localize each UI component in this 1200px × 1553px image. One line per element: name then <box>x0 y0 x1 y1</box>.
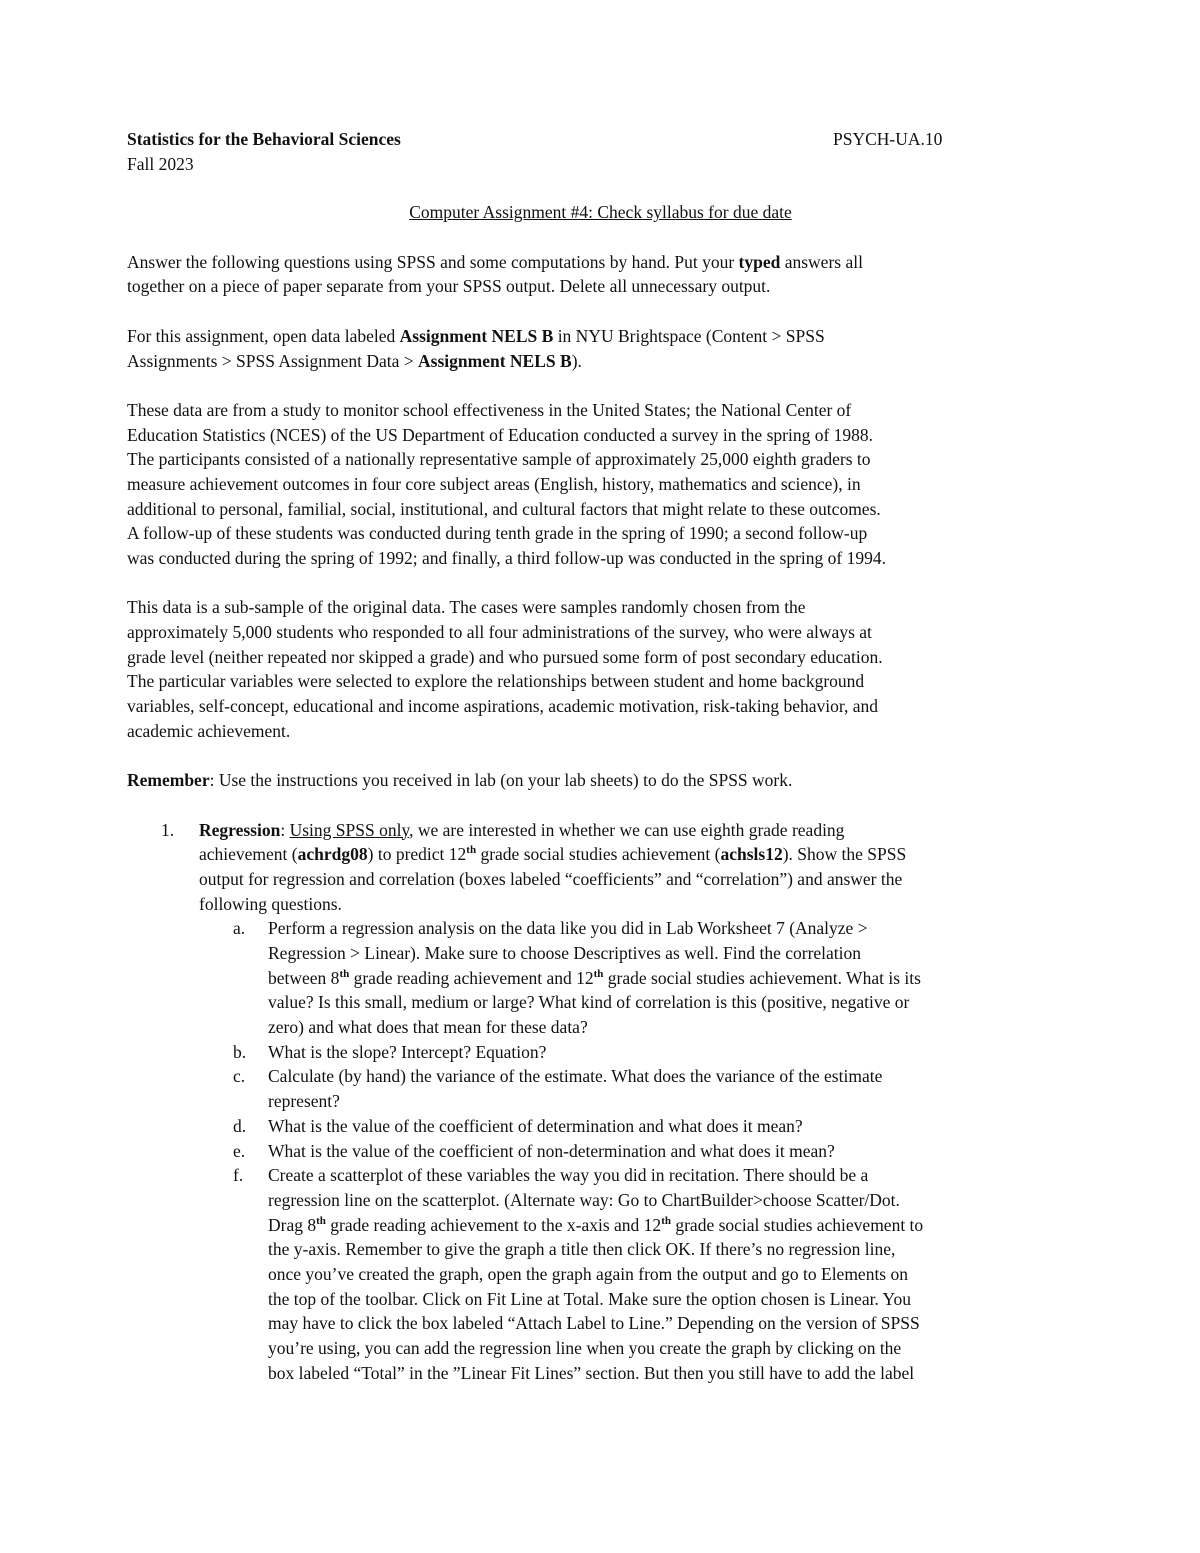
sub-question-body <box>268 1114 1087 1139</box>
sub-text: grade reading achievement to the x-axis and 12 <box>325 1214 662 1235</box>
subsample-paragraph <box>127 595 1087 743</box>
paragraph-line: measure achievement outcomes in four core subject areas (English, history, mathematics and science), in <box>127 473 861 494</box>
question-text: , we are interested in whether we can use eighth grade reading <box>409 819 845 840</box>
sub-line: Calculate (by hand) the variance of the estimate. What does the variance of the estimate <box>268 1066 883 1087</box>
document-page <box>127 127 1087 1385</box>
sub-question-body <box>268 1163 1087 1385</box>
data-source-line-2 <box>127 349 1087 374</box>
sub-line: Perform a regression analysis on the data like you did in Lab Worksheet 7 (Analyze > <box>268 918 868 939</box>
sub-text: grade social studies achievement. What is its <box>603 967 921 988</box>
question-text: ) to predict 12 <box>367 844 467 865</box>
sub-line: you’re using, you can add the regression line when you create the graph by clicking on the <box>268 1338 902 1359</box>
question-label: Regression <box>199 819 281 840</box>
question-text: grade social studies achievement ( <box>476 844 721 865</box>
sub-question-d <box>199 1114 1087 1139</box>
data-source-text: ). <box>571 350 582 371</box>
sub-question-letter: b. <box>233 1041 247 1062</box>
superscript: th <box>661 1214 671 1227</box>
sub-line: What is the slope? Intercept? Equation? <box>268 1041 547 1062</box>
dataset-name: Assignment NELS B <box>399 325 554 346</box>
paragraph-line: The particular variables were selected to explore the relationships between student and home background <box>127 671 865 692</box>
sub-text: grade social studies achievement to <box>670 1214 924 1235</box>
sub-line: may have to click the box labeled “Attach Label to Line.” Depending on the version of SPSS <box>268 1313 920 1334</box>
sub-question-f <box>199 1163 1087 1385</box>
sub-question-e <box>199 1139 1087 1164</box>
background-paragraph <box>127 398 1087 571</box>
sub-line: regression line on the scatterplot. (Alternate way: Go to ChartBuilder>choose Scatter/Dot. <box>268 1189 900 1210</box>
intro-text: answers all <box>780 251 863 272</box>
sub-line: Regression > Linear). Make sure to choose Descriptives as well. Find the correlation <box>268 943 862 964</box>
spss-only-underline: Using SPSS only <box>289 819 410 840</box>
sub-question-c <box>199 1064 1087 1113</box>
sub-text: between 8 <box>268 967 340 988</box>
paragraph-line: academic achievement. <box>127 720 291 741</box>
sub-question-body <box>268 916 1087 1039</box>
sub-line <box>268 966 1087 991</box>
paragraph-line: A follow-up of these students was conducted during tenth grade in the spring of 1990; a second follow-up <box>127 523 868 544</box>
remember-note <box>127 768 1087 793</box>
remember-label: Remember <box>127 770 210 791</box>
question-1-body <box>199 818 1087 917</box>
intro-text: Answer the following questions using SPSS and some computations by hand. Put your <box>127 251 739 272</box>
variable-name: achsls12 <box>720 844 783 865</box>
sub-line: What is the value of the coefficient of non-determination and what does it mean? <box>268 1140 835 1161</box>
sub-line: the y-axis. Remember to give the graph a title then click OK. If there’s no regression line, <box>268 1239 896 1260</box>
question-line-3: output for regression and correlation (boxes labeled “coefficients” and “correlation”) and answer the <box>199 868 903 889</box>
sub-question-body <box>268 1064 1087 1113</box>
paragraph-line: The participants consisted of a nationally representative sample of approximately 25,000 eighth graders to <box>127 449 871 470</box>
sub-line: zero) and what does that mean for these data? <box>268 1017 588 1038</box>
sub-line: What is the value of the coefficient of determination and what does it mean? <box>268 1115 803 1136</box>
sub-question-letter: e. <box>233 1140 246 1161</box>
question-line-4: following questions. <box>199 893 342 914</box>
sub-line <box>268 1213 1087 1238</box>
course-code: PSYCH-UA.10 <box>833 129 943 149</box>
sub-text: Drag 8 <box>268 1214 317 1235</box>
data-source-text: For this assignment, open data labeled <box>127 325 400 346</box>
variable-name: achrdg08 <box>297 844 368 865</box>
sub-text: grade reading achievement and 12 <box>349 967 594 988</box>
typed-emphasis: typed <box>738 251 781 272</box>
paragraph-line: This data is a sub-sample of the original data. The cases were samples randomly chosen from the <box>127 597 806 618</box>
dataset-name: Assignment NELS B <box>418 350 572 371</box>
data-source-text: Assignments > SPSS Assignment Data > <box>127 350 419 371</box>
paragraph-line: variables, self-concept, educational and income aspirations, academic motivation, risk-taking behavior, and <box>127 696 879 717</box>
sub-line: the top of the toolbar. Click on Fit Line at Total. Make sure the option chosen is Linear. You <box>268 1288 911 1309</box>
sub-line: box labeled “Total” in the ”Linear Fit Lines” section. But then you still have to add the label <box>268 1362 915 1383</box>
data-source-paragraph <box>127 324 1087 373</box>
paragraph-line: was conducted during the spring of 1992; and finally, a third follow-up was conducted in the spring of 1994. <box>127 548 886 569</box>
question-line-1 <box>199 818 1087 843</box>
question-text: ). Show the SPSS <box>782 844 907 865</box>
paragraph-line: additional to personal, familial, social, institutional, and cultural factors that might relate to these outcomes. <box>127 498 881 519</box>
data-source-line-1 <box>127 324 1087 349</box>
sub-question-letter: f. <box>233 1165 244 1186</box>
sub-line: once you’ve created the graph, open the graph again from the output and go to Elements on <box>268 1263 908 1284</box>
paragraph-line: These data are from a study to monitor school effectiveness in the United States; the National Center of <box>127 399 852 420</box>
assignment-title: Computer Assignment #4: Check syllabus for due date <box>409 202 792 223</box>
sub-question-a <box>199 916 1087 1039</box>
sub-question-body <box>268 1139 1087 1164</box>
question-1 <box>127 818 1087 1386</box>
sub-question-b <box>199 1040 1087 1065</box>
superscript: th <box>593 967 604 980</box>
sub-line: value? Is this small, medium or large? What kind of correlation is this (positive, negative or <box>268 992 910 1013</box>
term: Fall 2023 <box>127 153 194 174</box>
sub-line: represent? <box>268 1091 340 1112</box>
remember-line <box>127 768 1087 793</box>
paragraph-line: Education Statistics (NCES) of the US Department of Education conducted a survey in the spring of 1988. <box>127 424 874 445</box>
sub-line: Create a scatterplot of these variables the way you did in recitation. There should be a <box>268 1165 869 1186</box>
paragraph-line: approximately 5,000 students who responded to all four administrations of the survey, who were always at <box>127 622 872 643</box>
superscript: th <box>339 967 350 980</box>
intro-paragraph <box>127 250 1087 299</box>
superscript: th <box>466 844 477 857</box>
question-text: achievement ( <box>199 844 298 865</box>
intro-line-2: together on a piece of paper separate from your SPSS output. Delete all unnecessary output. <box>127 276 771 297</box>
paragraph-line: grade level (neither repeated nor skipped a grade) and who pursued some form of post secondary education. <box>127 646 883 667</box>
sub-question-letter: c. <box>233 1066 246 1087</box>
course-title: Statistics for the Behavioral Sciences <box>127 129 401 149</box>
sub-question-letter: d. <box>233 1115 247 1136</box>
data-source-text: in NYU Brightspace (Content > SPSS <box>553 325 825 346</box>
remember-text: : Use the instructions you received in lab (on your lab sheets) to do the SPSS work. <box>209 770 793 791</box>
question-line-2 <box>199 842 1087 867</box>
intro-line-1 <box>127 250 1087 275</box>
question-text: : <box>280 819 290 840</box>
document-header <box>127 127 1087 152</box>
sub-question-letter: a. <box>233 918 246 939</box>
superscript: th <box>316 1214 326 1227</box>
question-number: 1. <box>161 819 175 840</box>
sub-question-body <box>268 1040 1087 1065</box>
